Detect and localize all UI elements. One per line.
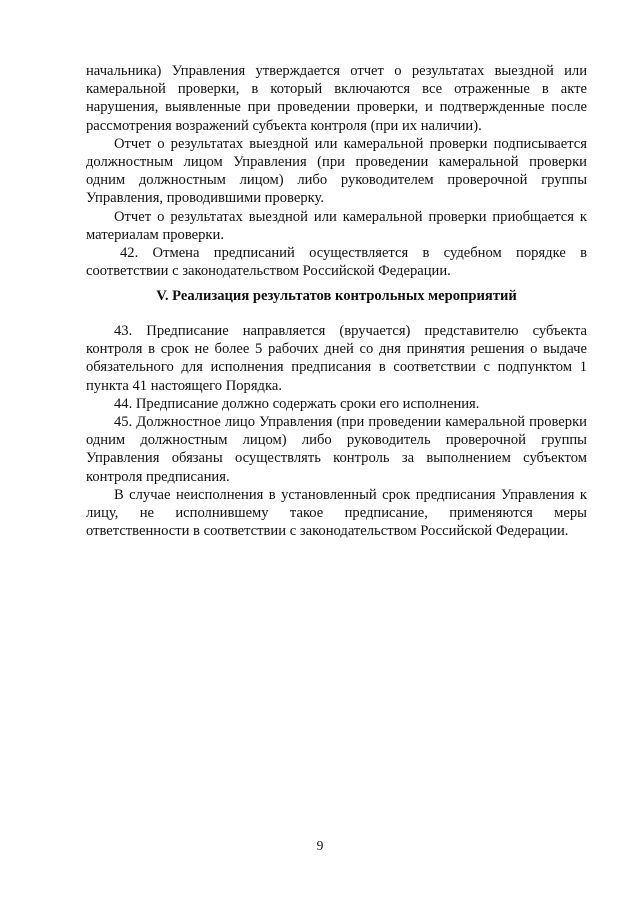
paragraph-report-attachment: Отчет о результатах выездной или камеральной проверки приобщается к материалам проверки. [86, 208, 587, 243]
paragraph-continuation: начальника) Управления утверждается отчет о результатах выездной или камеральной проверки, в который включаются все отраженные в акте нарушения, выявленные при проведении проверки, и подтвержденные после рассмотрения возражений субъекта контроля (при их наличии). [86, 63, 587, 134]
paragraph-item-45: 45. Должностное лицо Управления (при проведении камеральной проверки одним должностным лицом) либо руководитель проверочной группы Управления обязаны осуществлять контроль за выполнением субъектом контроля предписания. [86, 414, 587, 485]
paragraph-noncompliance: В случае неисполнения в установленный срок предписания Управления к лицу, не исполнившему такое предписание, применяются меры ответственности в соответствии с законодательством Российской Федерации. [86, 486, 587, 540]
paragraph-item-43: 43. Предписание направляется (вручается) представителю субъекта контроля в срок не более 5 рабочих дней со дня принятия решения о выдаче обязательного для исполнения предписания в соответствии с подпунктом 1 пункта 41 настоящего Порядка. [86, 323, 587, 394]
page-number: 9 [316, 838, 324, 853]
text-block-top [86, 62, 587, 280]
paragraph-item-42: 42. Отмена предписаний осуществляется в судебном порядке в соответствии с законодательством Российской Федерации. [86, 245, 587, 280]
paragraph-item-44: 44. Предписание должно содержать сроки его исполнения. [114, 395, 480, 412]
paragraph-report-signing: Отчет о результатах выездной или камеральной проверки подписывается должностным лицом Управления (при проведении камеральной проверки одним должностным лицом) либо руководителем проверочной группы Управления, проводившими проверку. [86, 135, 587, 207]
text-block-section [86, 322, 587, 540]
section-heading: V. Реализация результатов контрольных мероприятий [156, 288, 517, 304]
